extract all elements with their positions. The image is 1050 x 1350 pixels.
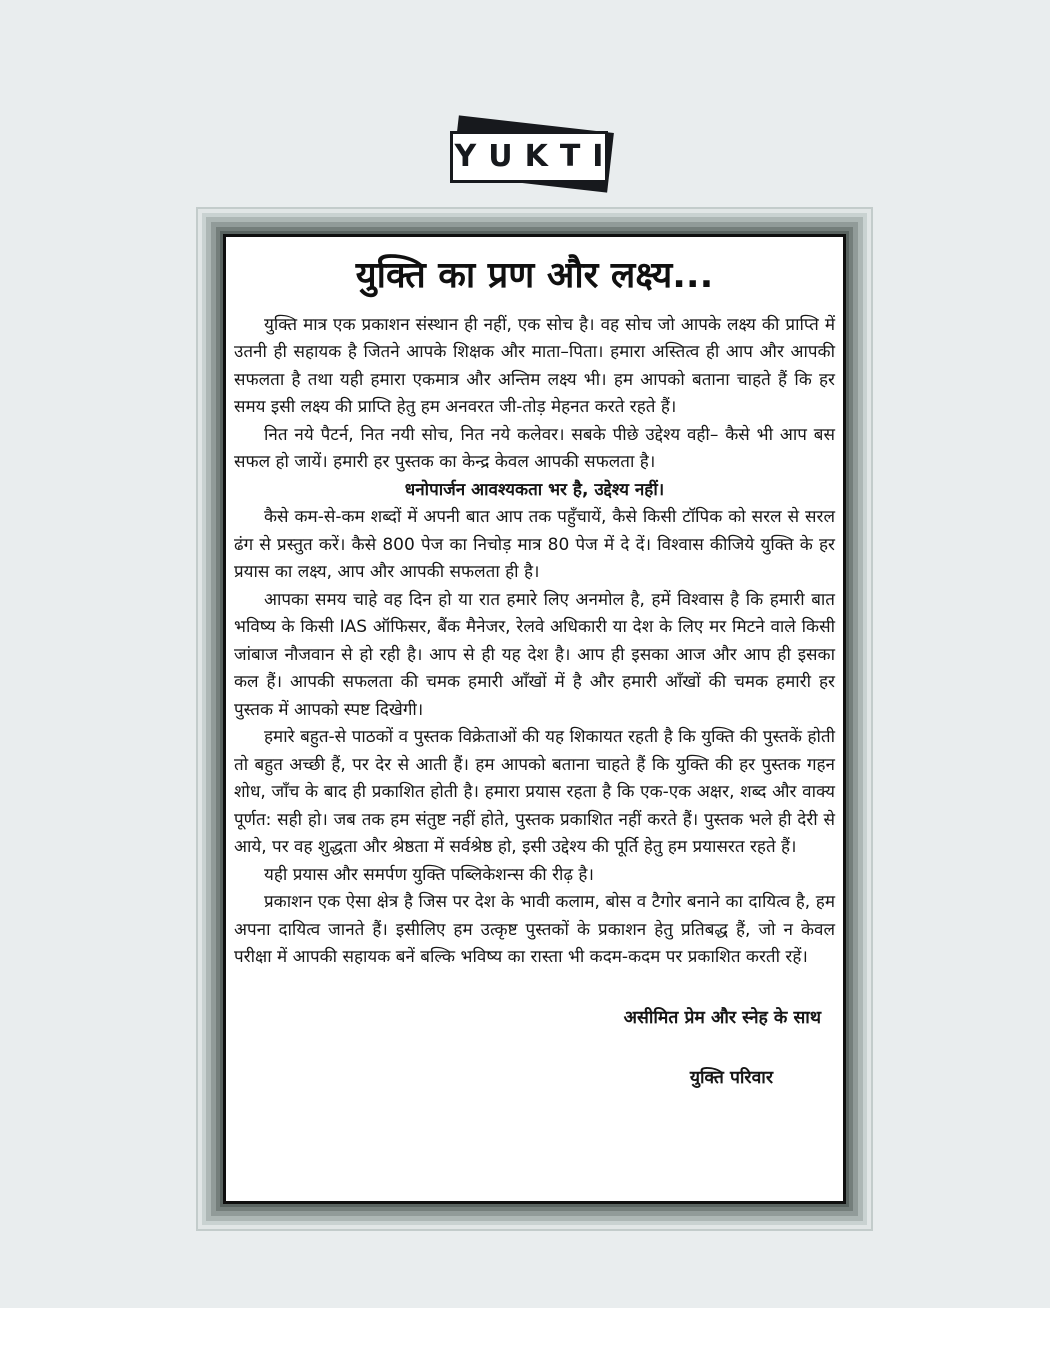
picture-frame bbox=[196, 207, 873, 1231]
logo-text: YUKTI bbox=[454, 139, 616, 174]
pledge-headline: धनोपार्जन आवश्यकता भर है, उद्देश्य नहीं। bbox=[404, 479, 665, 500]
yukti-logo bbox=[450, 116, 618, 200]
pledge-paragraph-2: नित नये पैटर्न, नित नयी सोच, नित नये कलेवर। सबके पीछे उद्देश्य वही– कैसे भी आप बस सफल हो जायें। हमारी हर पुस्तक का केन्द्र केवल आपकी सफलता है। bbox=[234, 424, 835, 473]
pledge-panel bbox=[223, 234, 846, 1204]
pledge-signature: युक्ति परिवार bbox=[689, 1068, 773, 1089]
frame-bevel bbox=[198, 209, 871, 1229]
pledge-paragraph-4: आपका समय चाहे वह दिन हो या रात हमारे लिए अनमोल है, हमें विश्वास है कि हमारी बात भविष्य के किसी IAS ऑफिसर, बैंक मैनेजर, रेलवे अधिकारी या देश के लिए मर मिटने वाले किसी जांबाज नौजवान से हो रही है। आप से ही यह देश है। आप ही इसका आज और आप ही इसका कल हैं। आपकी सफलता की चमक हमारी आँखों में है और हमारी आँखों की चमक हमारी हर पुस्तक में आपको स्पष्ट दिखेगी। bbox=[234, 589, 835, 720]
pledge-paragraph-6: यही प्रयास और समर्पण युक्ति पब्लिकेशन्स की रीढ़ है। bbox=[264, 864, 594, 885]
pledge-paragraph-7: प्रकाशन एक ऐसा क्षेत्र है जिस पर देश के भावी कलाम, बोस व टैगोर बनाने का दायित्व है, हम अपना दायित्व जानते हैं। इसीलिए हम उत्कृष्ट पुस्तकों के प्रकाशन हेतु प्रतिबद्ध हैं, जो न केवल परीक्षा में आपकी सहायक बनें बल्कि भविष्य का रास्ता भी कदम-कदम पर प्रकाशित करती रहें। bbox=[234, 892, 835, 968]
pledge-signoff: असीमित प्रेम और स्नेह के साथ bbox=[623, 1007, 821, 1028]
pledge-paragraph-5: हमारे बहुत-से पाठकों व पुस्तक विक्रेताओं की यह शिकायत रहती है कि युक्ति की पुस्तकें होती तो बहुत अच्छी हैं, पर देर से आती हैं। हम आपको बताना चाहते हैं कि युक्ति की हर पुस्तक गहन शोध, जाँच के बाद ही प्रकाशित होती है। हमारा प्रयास रहता है कि एक-एक अक्षर, शब्द और वाक्य पूर्णत: सही हो। जब तक हम संतुष्ट नहीं होते, पुस्तक प्रकाशित नहीं करते हैं। पुस्तक भले ही देरी से आये, पर वह शुद्धता और श्रेष्ठता में सर्वश्रेष्ठ हो, इसी उद्देश्य की पूर्ति हेतु हम प्रयासरत रहते हैं। bbox=[234, 727, 835, 858]
pledge-paragraph-3: कैसे कम-से-कम शब्दों में अपनी बात आप तक पहुँचायें, कैसे किसी टॉपिक को सरल से सरल ढंग से प्रस्तुत करें। कैसे 800 पेज का निचोड़ मात्र 80 पेज में दे दें। विश्वास कीजिये युक्ति के हर प्रयास का लक्ष्य, आप और आपकी सफलता ही है। bbox=[234, 507, 835, 583]
pledge-title: युक्ति का प्रण और लक्ष्य... bbox=[355, 255, 714, 296]
logo-plate bbox=[450, 131, 616, 183]
pledge-paragraph-1: युक्ति मात्र एक प्रकाशन संस्थान ही नहीं, एक सोच है। वह सोच जो आपके लक्ष्य की प्राप्ति में उतनी ही सहायक है जितने आपके शिक्षक और माता–पिता। हमारा अस्तित्व ही आप और आपकी सफलता है तथा यही हमारा एकमात्र और अन्तिम लक्ष्य भी। हम आपको बताना चाहते हैं कि हर समय इसी लक्ष्य की प्राप्ति हेतु हम अनवरत जी-तोड़ मेहनत करते रहते हैं। bbox=[234, 314, 835, 418]
